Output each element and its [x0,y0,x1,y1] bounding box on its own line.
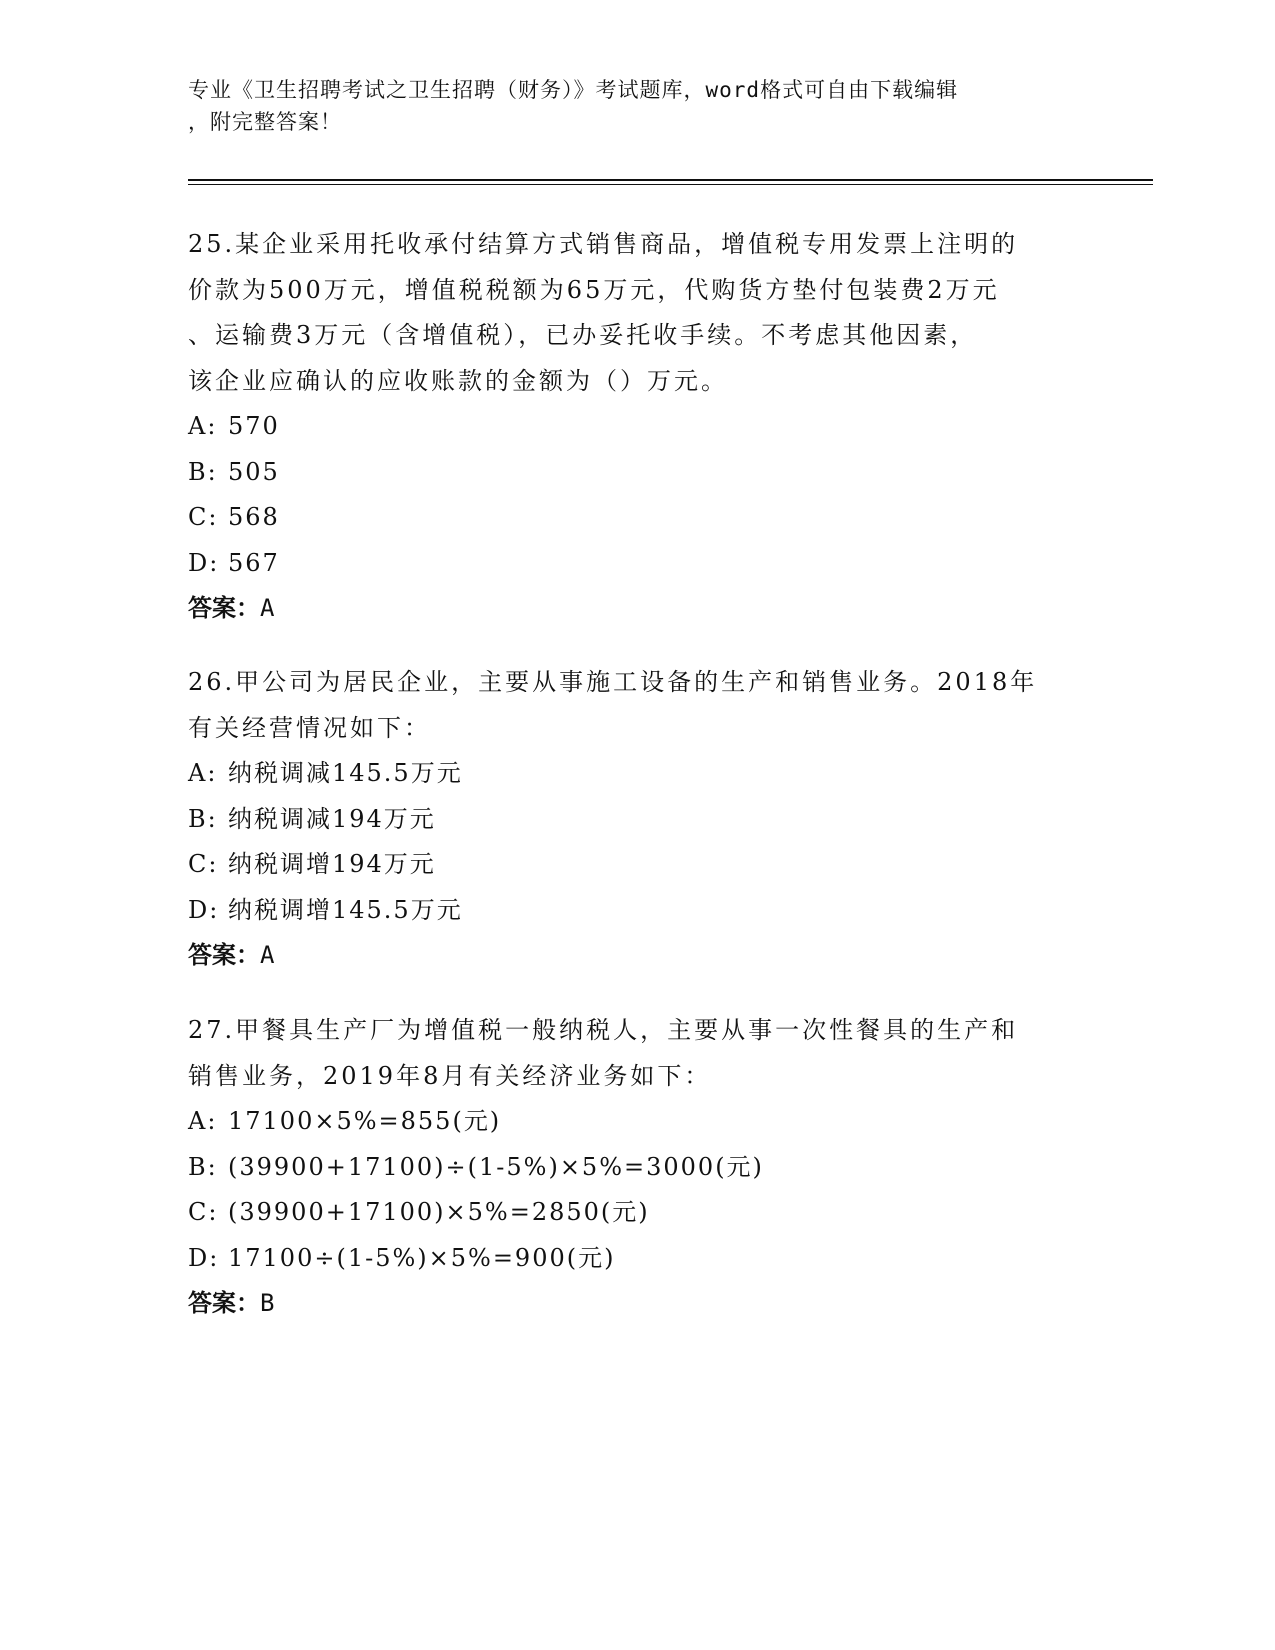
question-stem-line: 价款为500万元，增值税税额为65万元，代购货方垫付包装费2万元 [188,275,1000,304]
option-text: (39900+17100)×5%=2850(元) [228,1198,650,1226]
option-key: B: [188,1152,218,1181]
option-b [188,450,1088,496]
option-text: 纳税调减145.5万元 [228,759,463,787]
option-a [188,404,1088,450]
option-key: C: [188,1198,219,1226]
question-stem-line: 、运输费3万元（含增值税），已办妥托收手续。不考虑其他因素， [188,321,978,349]
option-text: 纳税调减194万元 [228,804,436,833]
option-key: B: [188,457,218,486]
answer-line [188,586,1088,632]
document-header [188,74,1068,138]
option-text: 17100×5%=855(元) [228,1107,502,1135]
option-text: 505 [228,457,280,486]
option-d [188,1236,1088,1282]
option-c [188,495,1088,541]
question-26 [188,660,1088,979]
option-key: D: [188,548,220,577]
option-text: (39900+17100)÷(1-5%)×5%=3000(元) [228,1152,764,1181]
answer-line [188,1281,1088,1327]
question-stem-line: 销售业务，2019年8月有关经济业务如下： [188,1061,712,1090]
option-key: D: [188,1243,220,1272]
option-a [188,751,1088,797]
answer-value: A [260,594,275,622]
answer-label: 答案： [188,1289,260,1317]
option-key: B: [188,804,218,833]
answer-line [188,933,1088,979]
question-27 [188,1008,1088,1327]
option-c [188,842,1088,888]
question-stem-line: 有关经营情况如下： [188,713,431,742]
answer-value: A [260,941,275,969]
option-text: 17100÷(1-5%)×5%=900(元) [228,1243,616,1272]
option-d [188,541,1088,587]
question-stem-line: 26.甲公司为居民企业，主要从事施工设备的生产和销售业务。2018年 [188,668,1038,696]
option-key: A: [188,759,218,787]
header-line-1: 专业《卫生招聘考试之卫生招聘（财务）》考试题库，word格式可自由下载编辑 [188,78,959,102]
option-key: D: [188,895,220,924]
option-d [188,888,1088,934]
question-25 [188,222,1088,632]
option-key: C: [188,503,219,531]
header-divider [188,179,1153,185]
option-text: 568 [228,503,280,531]
option-text: 567 [228,548,280,577]
option-c [188,1190,1088,1236]
option-key: A: [188,412,218,440]
question-stem-line: 该企业应确认的应收账款的金额为（）万元。 [188,366,728,395]
answer-value: B [260,1289,275,1317]
answer-label: 答案： [188,941,260,969]
answer-label: 答案： [188,594,260,622]
option-text: 纳税调增194万元 [228,850,436,878]
option-key: A: [188,1107,218,1135]
option-key: C: [188,850,219,878]
option-a [188,1099,1088,1145]
option-b [188,797,1088,843]
question-stem-line: 27.甲餐具生产厂为增值税一般纳税人，主要从事一次性餐具的生产和 [188,1016,1019,1044]
option-text: 纳税调增145.5万元 [228,895,463,924]
question-stem-line: 25.某企业采用托收承付结算方式销售商品，增值税专用发票上注明的 [188,230,1019,258]
header-line-2: ，附完整答案！ [188,110,342,134]
option-b [188,1145,1088,1191]
option-text: 570 [228,412,280,440]
